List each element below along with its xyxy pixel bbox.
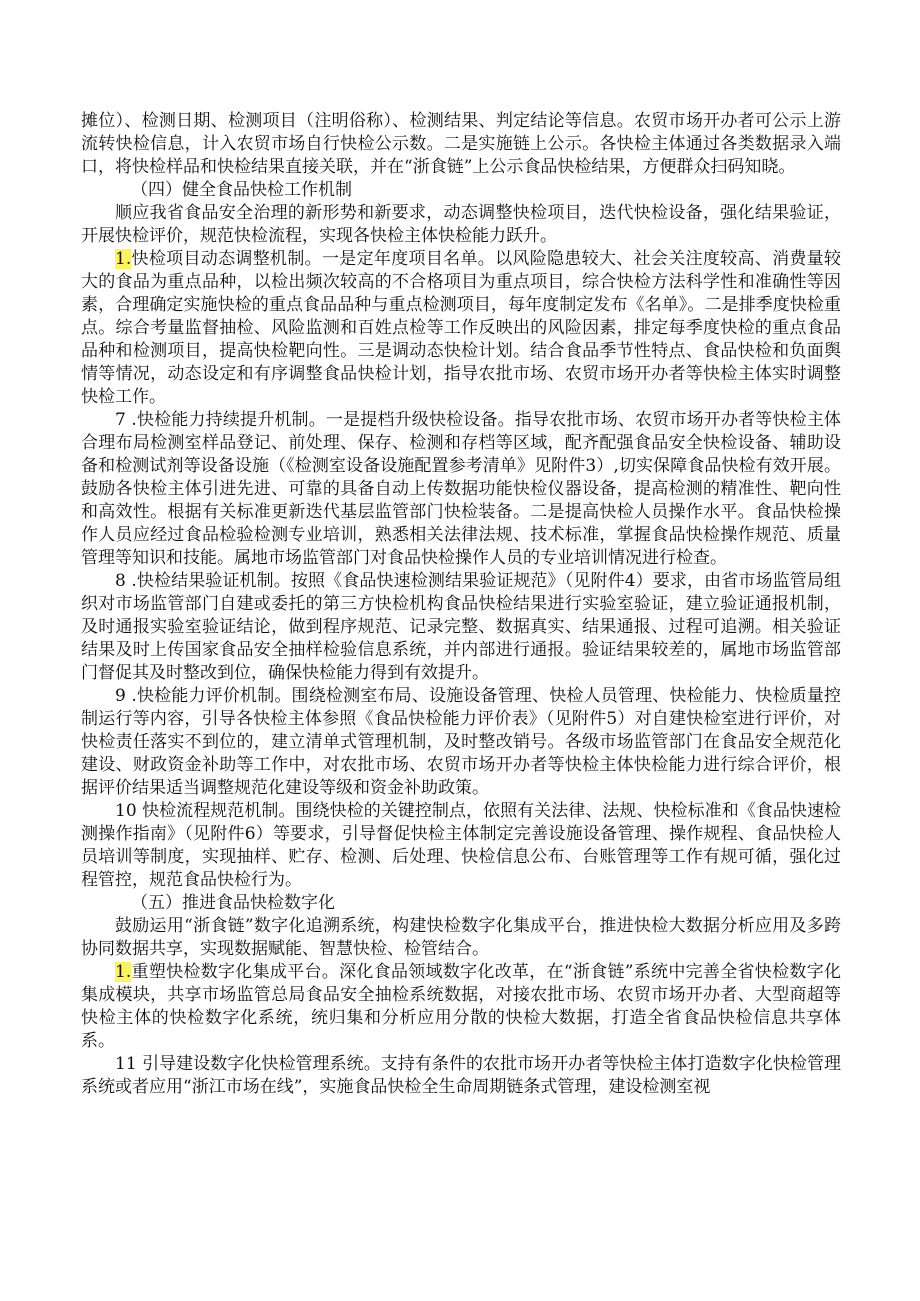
paragraph-5: 7 .快检能力持续提升机制。一是提档升级快检设备。指导农批市场、农贸市场开办者等快检主体合理布局检测室样品登记、前处理、保存、检测和存档等区域，配齐配强食品安全快检设备、辅助设备和检测试剂等设备设施（《检测室设备设施配置参考清单》见附件3）,切实保障食品快检有效开展。鼓励各快检主体引进先进、可靠的具备自动上传数据功能快检仪器设备，提高检测的精准性、靶向性和高效性。根据有关标准更新迭代基层监管部门快检装备。二是提高快检人员操作水平。食品快检操作人员应经过食品检验检测专业培训，熟悉相关法律法规、技术标准，掌握食品快检操作规范、质量管理等知识和技能。属地市场监管部门对食品快检操作人员的专业培训情况进行检查。 xyxy=(81,410,841,568)
paragraph-10: 鼓励运用“浙食链”数字化追溯系统，构建快检数字化集成平台，推进快检大数据分析应用及多跨协同数据共享，实现数据赋能、智慧快检、检管结合。 xyxy=(81,916,841,959)
paragraph-7: 9 .快检能力评价机制。围绕检测室布局、设施设备管理、快检人员管理、快检能力、快检质量控制运行等内容，引导各快检主体参照《食品快检能力评价表》（见附件5）对自建快检室进行评价，对快检责任落实不到位的，建立清单式管理机制，及时整改销号。各级市场监管部门在食品安全规范化建设、财政资金补助等工作中，对农批市场、农贸市场开办者等快检主体快检能力进行综合评价，根据评价结果适当调整规范化建设等级和资金补助政策。 xyxy=(81,686,841,798)
paragraph-8: 10 快检流程规范机制。围绕快检的关键控制点，依照有关法律、法规、快检标准和《食品快速检测操作指南》（见附件6）等要求，引导督促快检主体制定完善设施设备管理、操作规程、食品快检人员培训等制度，实现抽样、贮存、检测、后处理、快检信息公布、台账管理等工作有规可循，强化过程管控，规范食品快检行为。 xyxy=(81,801,841,890)
section-heading-4: （四）健全食品快检工作机制 xyxy=(131,180,352,200)
section-heading-5: （五）推进食品快检数字化 xyxy=(131,893,335,913)
paragraph-text: 快检项目动态调整机制。一是定年度项目名单。以风险隐患较大、社会关注度较高、消费量较大的食品为重点品种，以检出频次较高的不合格项目为重点项目，综合快检方法科学性和准确性等因素，合理确定实施快检的重点食品品种与重点检测项目，每年度制定发布《名单》。二是排季度快检重点。综合考量监督抽检、风险监测和百姓点检等工作反映出的风险因素，排定每季度快检的重点食品品种和检测项目，提高快检靶向性。三是调动态快检计划。结合食品季节性特点、食品快检和负面舆情等情况，动态设定和有序调整食品快检计划，指导农批市场、农贸市场开办者等快检主体实时调整快检工作。 xyxy=(81,249,841,407)
paragraph-3: 顺应我省食品安全治理的新形势和新要求，动态调整快检项目，迭代快检设备，强化结果验证，开展快检评价，规范快检流程，实现各快检主体快检能力跃升。 xyxy=(81,203,841,246)
paragraph-6: 8 .快检结果验证机制。按照《食品快速检测结果验证规范》（见附件4）要求，由省市场监管局组织对市场监管部门自建或委托的第三方快检机构食品快检结果进行实验室验证，建立验证通报机制，及时通报实验室验证结论，做到程序规范、记录完整、数据真实、结果通报、过程可追溯。相关验证结果及时上传国家食品安全抽样检验信息系统，并内部进行通报。验证结果较差的，属地市场监管部门督促其及时整改到位，确保快检能力得到有效提升。 xyxy=(81,571,841,683)
paragraph-1: 摊位）、检测日期、检测项目（注明俗称）、检测结果、判定结论等信息。农贸市场开办者可公示上游流转快检信息，计入农贸市场自行快检公示数。二是实施链上公示。各快检主体通过各类数据录入端口，将快检样品和快检结果直接关联，并在“浙食链”上公示食品快检结果，方便群众扫码知晓。 xyxy=(81,111,841,177)
paragraph-11 xyxy=(81,961,841,1053)
paragraph-text: 重塑快检数字化集成平台。深化食品领域数字化改革，在“浙食链”系统中完善全省快检数字化集成模块，共享市场监管总局食品安全抽检系统数据，对接农批市场、农贸市场开办者、大型商超等快检主体的快检数字化系统，统归集和分析应用分散的快检大数据，打造全省食品快检信息共享体系。 xyxy=(81,962,841,1051)
document-page xyxy=(81,110,841,1099)
paragraph-4 xyxy=(81,248,841,409)
highlighted-number: 1. xyxy=(115,962,132,982)
highlighted-number: 1. xyxy=(115,249,132,269)
paragraph-12: 11 引导建设数字化快检管理系统。支持有条件的农批市场开办者等快检主体打造数字化快检管理系统或者应用“浙江市场在线”，实施食品快检全生命周期链条式管理，建设检测室视 xyxy=(81,1054,841,1097)
